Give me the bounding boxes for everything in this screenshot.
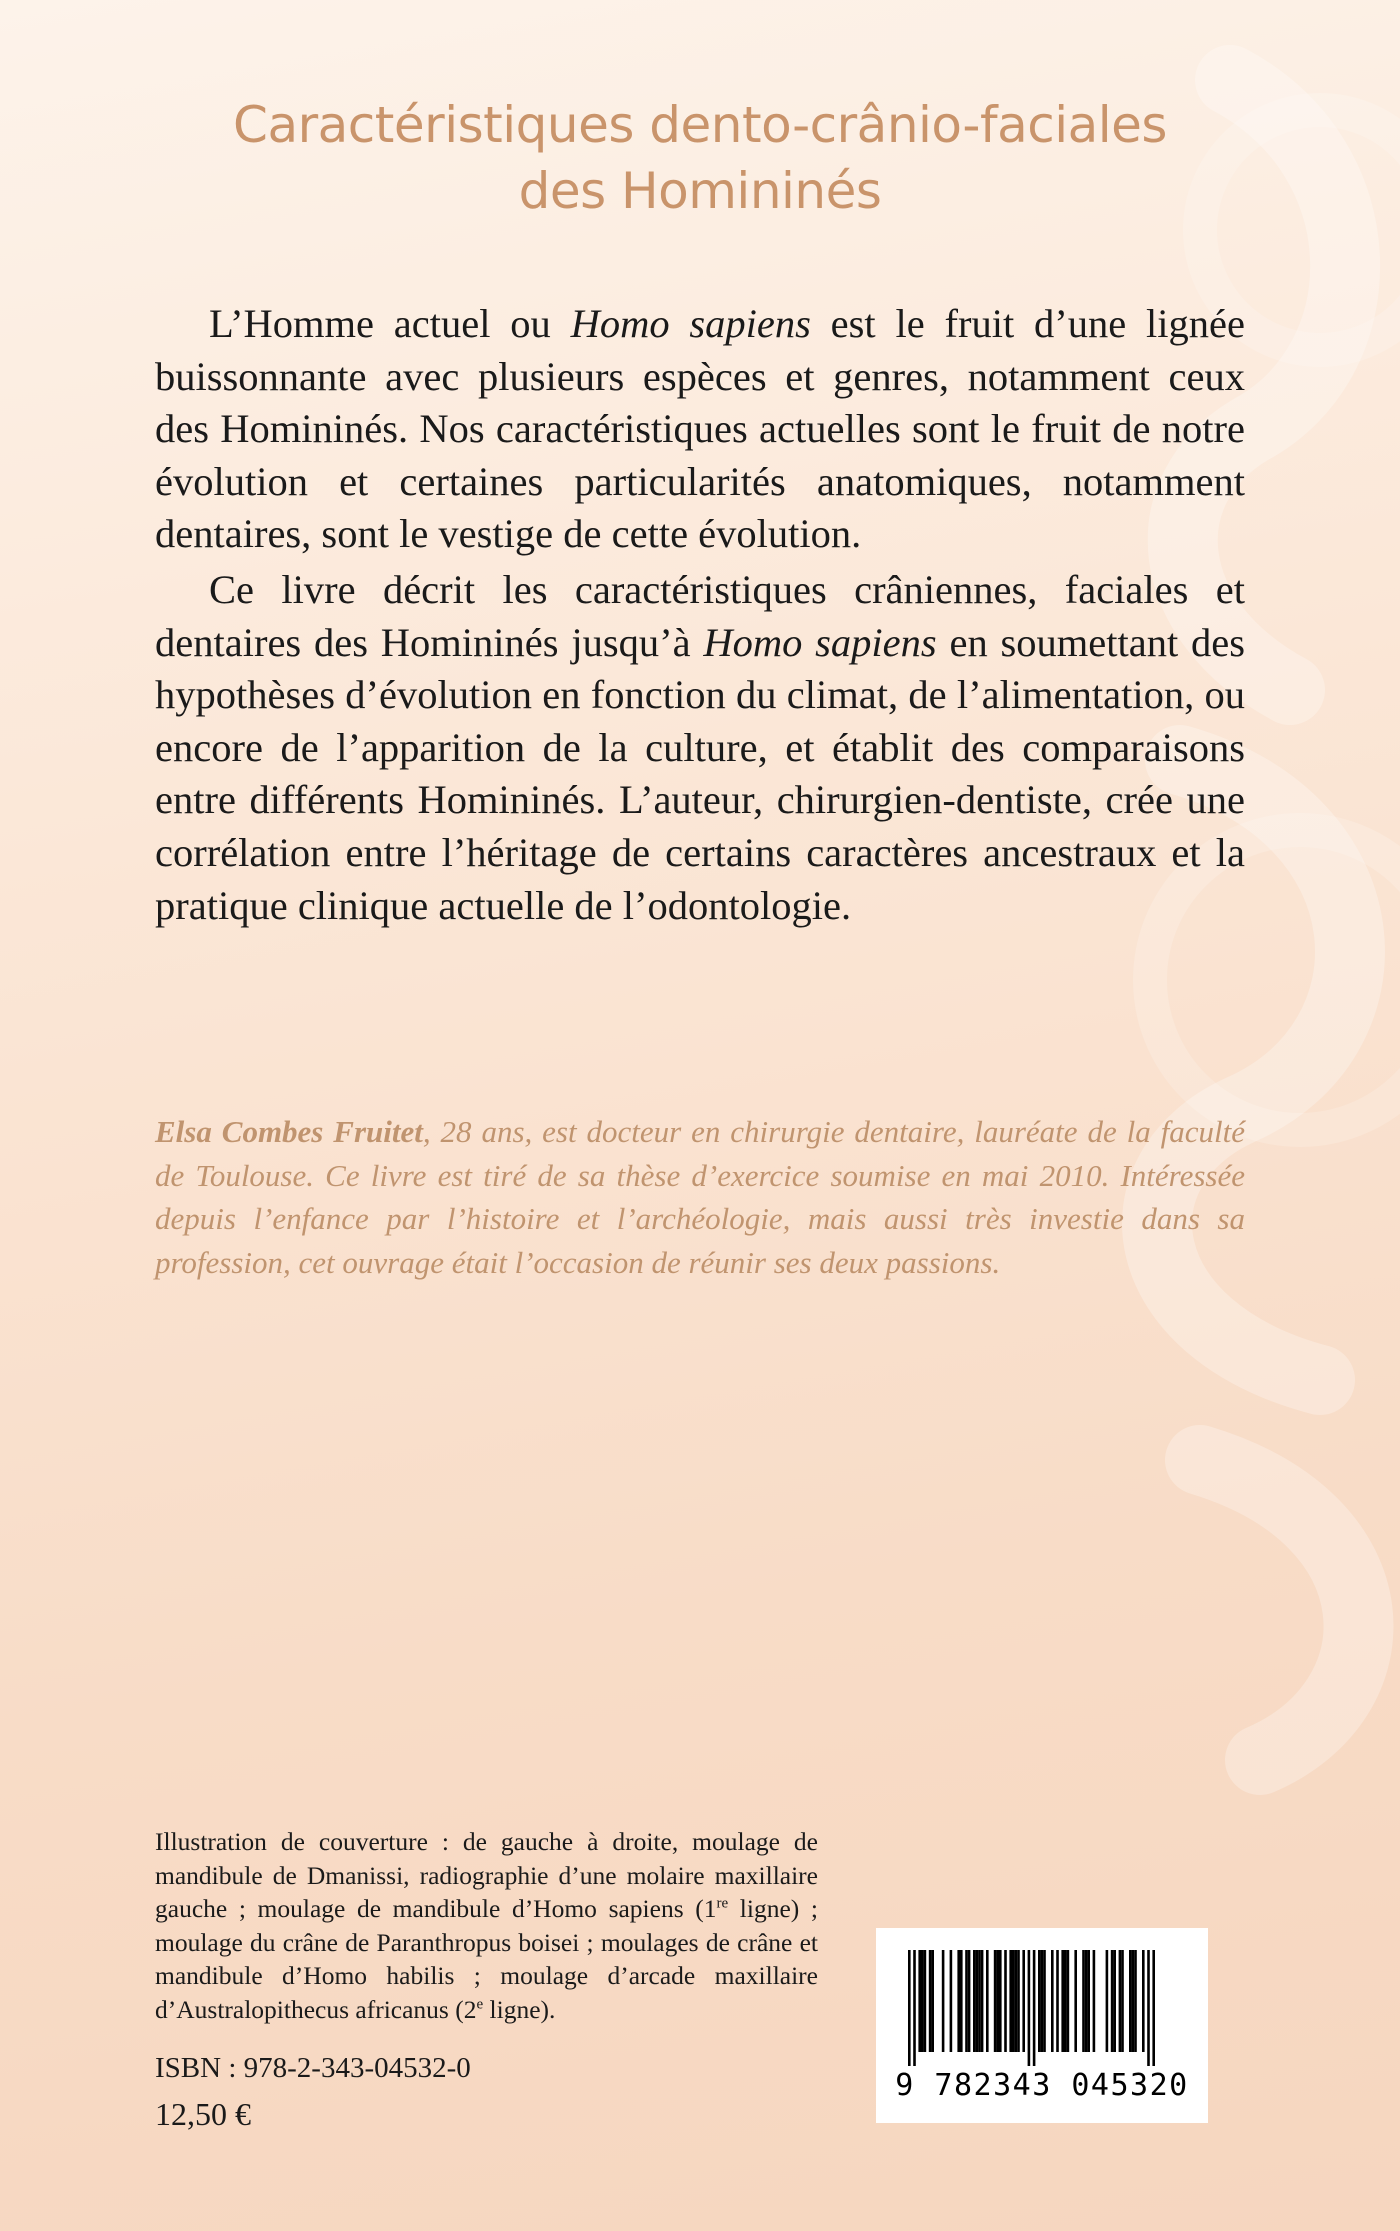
barcode-bar: [1051, 1950, 1054, 2052]
barcode-bar: [1004, 1950, 1007, 2052]
barcode-bar: [986, 1950, 989, 2052]
credits-text-2: ligne) ; moulage du crâne de Paranthropus boisei ; moulages de crâne et mandibule d’Homo habilis ; moulage d’arcade maxillaire d’Australopithecus africanus (2: [155, 1894, 818, 2024]
summary-p2-text-a: Ce livre décrit les caractéristiques crâniennes, faciales et dentaires des Homininés jusqu’à: [155, 566, 1245, 665]
author-name: Elsa Combes Fruitet: [155, 1114, 423, 1149]
summary-p1-text-b: est le fruit d’une lignée buissonnante avec plusieurs espèces et genres, notamment ceux des Homininés. Nos caractéristiques actuelles sont le fruit de notre évolution et certaines particularités anatomiques, notamment dentaires, sont le vestige de cette évolution.: [155, 301, 1245, 557]
barcode-bar: [1009, 1950, 1012, 2052]
title-line-1: Caractéristiques dento-crânio-faciales: [233, 96, 1167, 154]
barcode-bar: [1012, 1950, 1015, 2052]
credits-sup-2: e: [476, 1996, 484, 2012]
credits-text-1: Illustration de couverture : de gauche à droite, moulage de mandibule de Dmanissi, radiographie d’une molaire maxillaire gauche ; moulage de mandibule d’Homo sapiens (1: [155, 1827, 818, 1923]
summary-p2-text-b: en soumettant des hypothèses d’évolution en fonction du climat, de l’alimentation, ou encore de l’apparition de la culture, et établit des comparaisons entre différents Homininés. L’auteur, chirurgien-dentiste, crée une corrélation entre l’héritage de certains caractères ancestraux et la pratique clinique actuelle de l’odontologie.: [155, 619, 1246, 928]
barcode-bar: [960, 1950, 963, 2052]
barcode-digits: 9 782343 045320: [895, 2068, 1189, 2103]
barcode-bar: [1082, 1950, 1085, 2052]
barcode-bar: [942, 1950, 945, 2052]
credits-sup-1: re: [716, 1895, 729, 1912]
barcode-bars: [876, 1928, 1208, 2068]
barcode-bar: [999, 1950, 1002, 2052]
title-line-2: des Homininés: [518, 162, 882, 220]
barcode-bar: [1064, 1950, 1067, 2052]
barcode-bar: [965, 1950, 968, 2052]
barcode-bar: [968, 1950, 971, 2052]
summary-p1-text-a: L’Homme actuel ou: [209, 301, 571, 346]
barcode-bar: [1061, 1950, 1064, 2052]
barcode-bar: [1085, 1950, 1088, 2052]
barcode-bar: [1134, 1950, 1137, 2052]
barcode-bar: [929, 1950, 932, 2052]
barcode-bar: [1087, 1950, 1090, 2052]
author-bio-text: , 28 ans, est docteur en chirurgie dentaire, lauréate de la faculté de Toulouse. Ce livre est tiré de sa thèse d’exercice soumise en mai 2010. Intéressée depuis l’enfance par l’histoire et l’archéologie, mais aussi très investie dans sa profession, cet ouvrage était l’occasion de réunir ses deux passions.: [155, 1114, 1246, 1280]
barcode-bar: [950, 1950, 953, 2052]
barcode-bar: [1028, 1950, 1031, 2066]
barcode-bar: [1074, 1950, 1077, 2052]
barcode-bar: [1129, 1950, 1132, 2052]
barcode-bar: [1022, 1950, 1025, 2052]
summary-paragraph-1: [155, 298, 1245, 561]
cover-illustration-credits: [155, 1825, 818, 2026]
barcode-bar: [918, 1950, 921, 2052]
barcode-bar: [924, 1950, 927, 2052]
barcode-bar: [908, 1950, 911, 2066]
barcode: [876, 1928, 1208, 2123]
barcode-bar: [1142, 1950, 1145, 2052]
author-bio: [155, 1110, 1245, 1284]
barcode-bar: [1033, 1950, 1036, 2066]
summary-p1-species: Homo sapiens: [570, 301, 811, 346]
barcode-bar: [1017, 1950, 1020, 2052]
barcode-bar: [1147, 1950, 1150, 2066]
barcode-bar: [1041, 1950, 1044, 2052]
barcode-bar: [1119, 1950, 1122, 2052]
barcode-bar: [1106, 1950, 1109, 2052]
barcode-bar: [973, 1950, 976, 2052]
barcode-bar: [1132, 1950, 1135, 2052]
credits-text-3: ligne).: [483, 1994, 556, 2024]
barcode-bar: [981, 1950, 984, 2052]
barcode-bar: [978, 1950, 981, 2052]
barcode-bar: [913, 1950, 916, 2066]
book-title: [0, 92, 1400, 224]
summary-p2-species: Homo sapiens: [703, 619, 937, 665]
barcode-bar: [1121, 1950, 1124, 2052]
barcode-bar: [1152, 1950, 1155, 2066]
barcode-bar: [921, 1950, 924, 2052]
price: 12,50 €: [155, 2096, 251, 2132]
barcode-bar: [1043, 1950, 1046, 2052]
barcode-bar: [994, 1950, 997, 2052]
isbn: ISBN : 978-2-343-04532-0: [155, 2052, 471, 2084]
barcode-bar: [931, 1950, 934, 2052]
barcode-bar: [976, 1950, 979, 2052]
barcode-bar: [1111, 1950, 1114, 2052]
barcode-bar: [996, 1950, 999, 2052]
book-summary: [155, 298, 1245, 932]
barcode-bar: [1015, 1950, 1018, 2052]
barcode-bar: [957, 1950, 960, 2052]
barcode-bar: [1038, 1950, 1041, 2052]
barcode-bar: [1056, 1950, 1059, 2052]
barcode-bar: [1093, 1950, 1096, 2052]
summary-paragraph-2: [155, 564, 1245, 932]
barcode-bar: [1067, 1950, 1070, 2052]
barcode-bar: [1113, 1950, 1116, 2052]
